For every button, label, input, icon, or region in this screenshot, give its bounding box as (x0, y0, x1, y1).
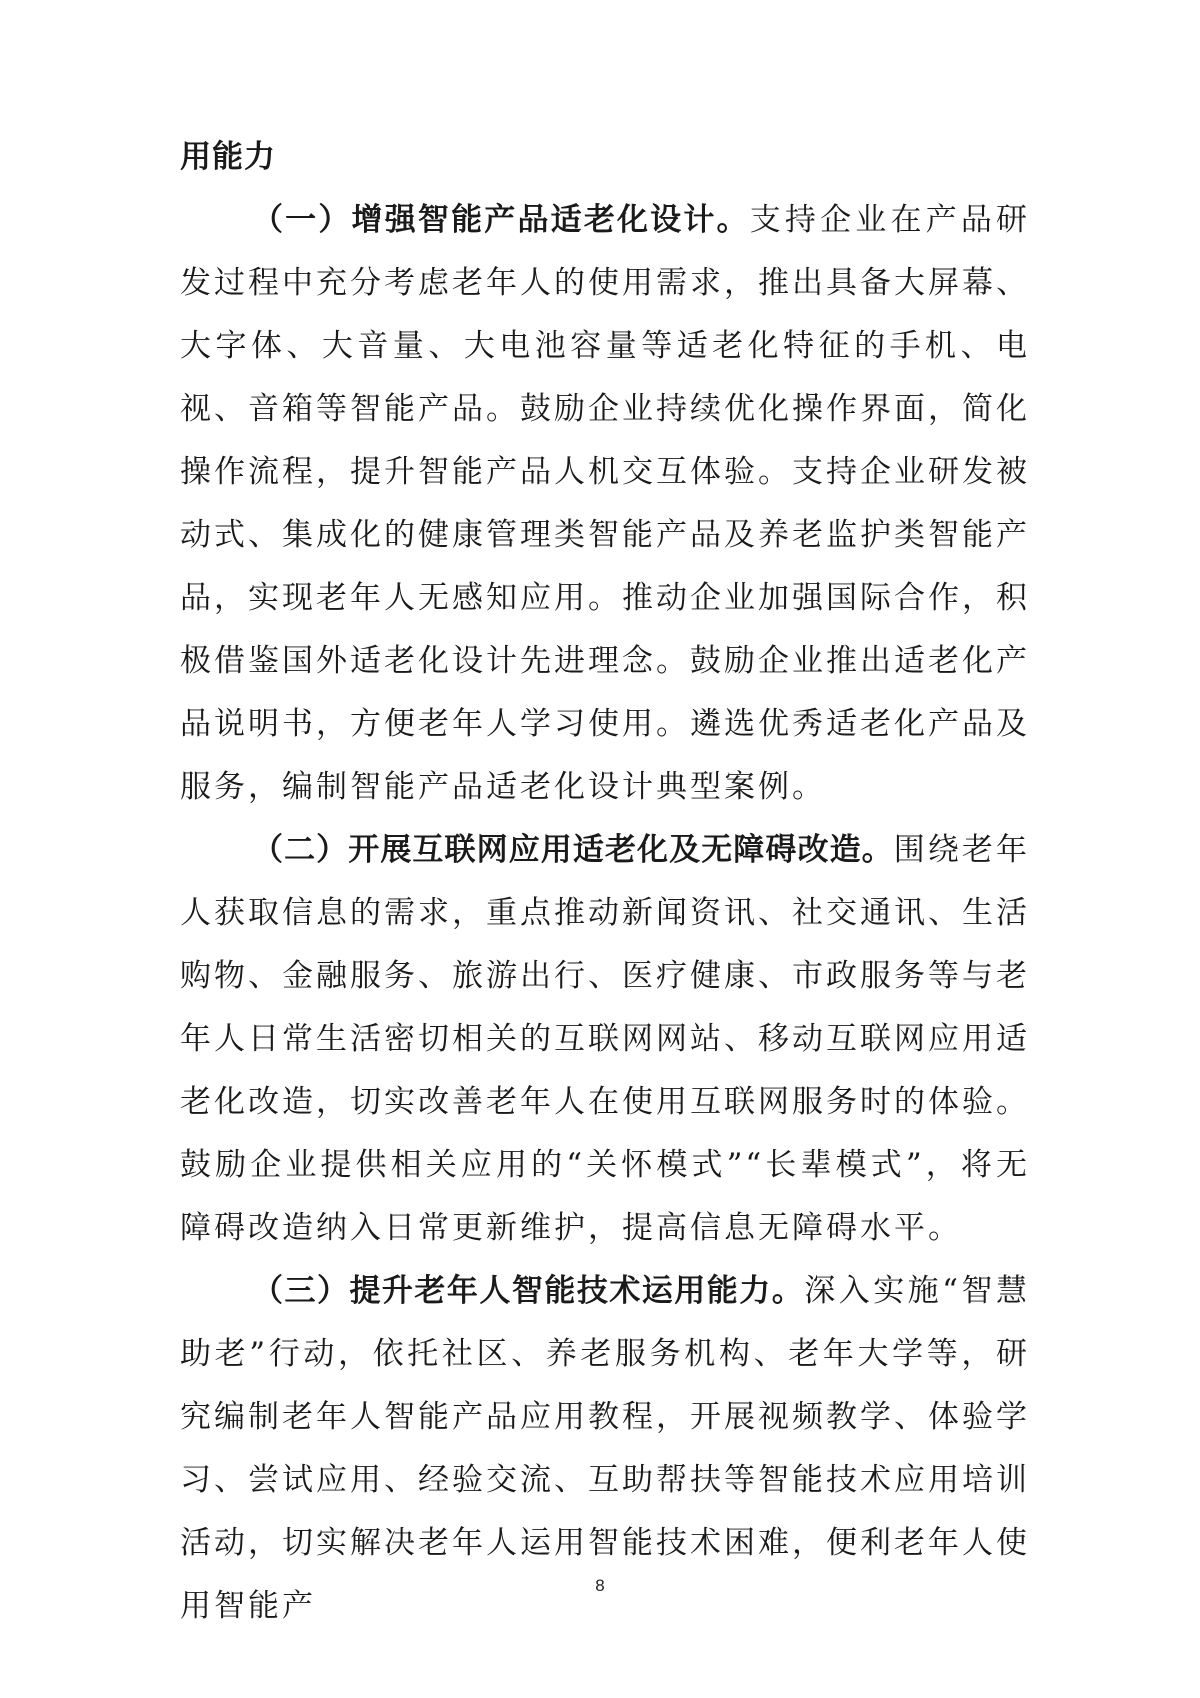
page-number: 8 (595, 1576, 605, 1595)
section-3-heading: （三）提升老年人智能技术运用能力。 (252, 1273, 805, 1309)
section-1-body: 支持企业在产品研发过程中充分考虑老年人的使用需求，推出具备大屏幕、大字体、大音量、大电池容量等适老化特征的手机、电视、音箱等智能产品。鼓励企业持续优化操作界面，简化操作流程，提升智能产品人机交互体验。支持企业研发被动式、集成化的健康管理类智能产品及养老监护类智能产品，实现老年人无感知应用。推动企业加强国际合作，积极借鉴国外适老化设计先进理念。鼓励企业推出适老化产品说明书，方便老年人学习使用。遴选优秀适老化产品及服务，编制智能产品适老化设计典型案例。 (180, 202, 1031, 805)
section-1-heading: （一）增强智能产品适老化设计。 (252, 202, 750, 238)
section-1-paragraph (180, 189, 1030, 819)
section-2-body: 围绕老年人获取信息的需求，重点推动新闻资讯、社交通讯、生活购物、金融服务、旅游出行、医疗健康、市政服务等与老年人日常生活密切相关的互联网网站、移动互联网应用适老化改造，切实改善老年人在使用互联网服务时的体验。鼓励企业提供相关应用的“关怀模式”“长辈模式”，将无障碍改造纳入日常更新维护，提高信息无障碍水平。 (180, 832, 1031, 1246)
document-page (180, 126, 1030, 1638)
section-2-paragraph (180, 819, 1030, 1260)
continuation-line: 用能力 (180, 139, 276, 175)
section-2-heading: （二）开展互联网应用适老化及无障碍改造。 (252, 832, 894, 868)
section-3-body: 深入实施“智慧助老”行动，依托社区、养老服务机构、老年大学等，研究编制老年人智能产品应用教程，开展视频教学、体验学习、尝试应用、经验交流、互助帮扶等智能技术应用培训活动，切实解决老年人运用智能技术困难，便利老年人使用智能产 (180, 1273, 1030, 1624)
